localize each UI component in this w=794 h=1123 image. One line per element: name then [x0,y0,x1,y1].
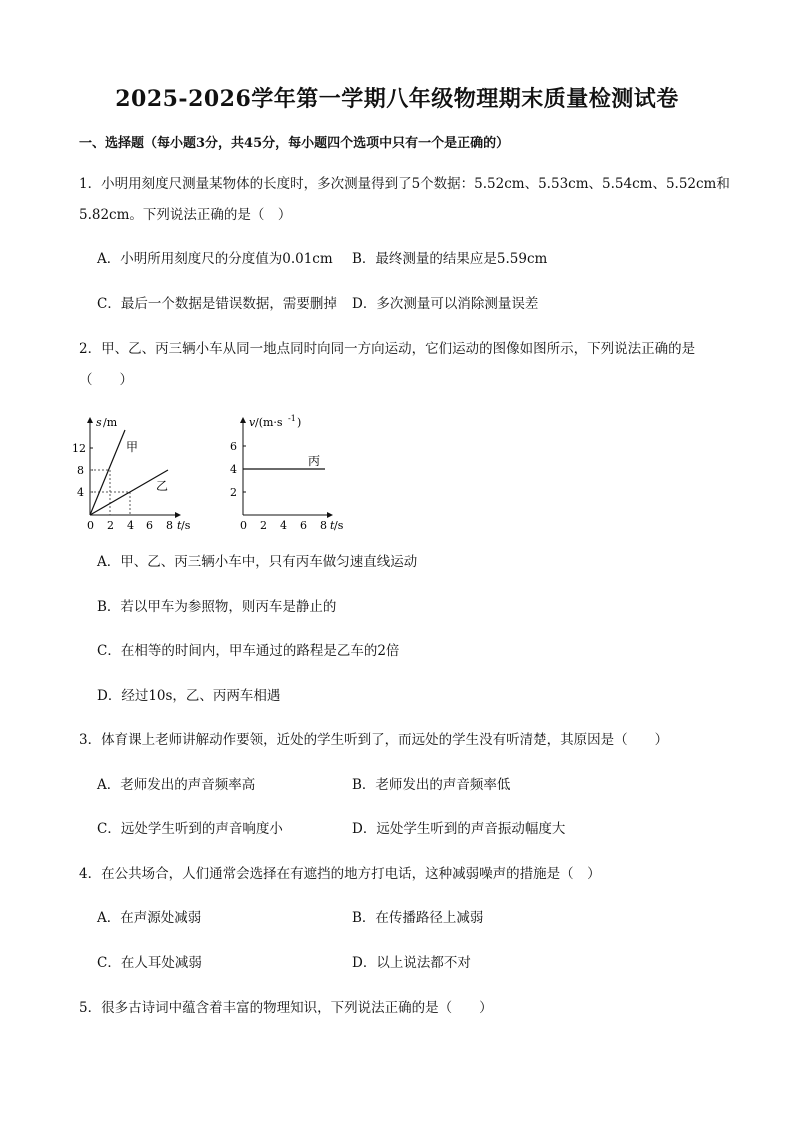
question-4-stem: 4．在公共场合，人们通常会选择在有遮挡的地方打电话，这种减弱噪声的措施是（ ） [79,866,601,882]
question-2-stem-line1: 2．甲、乙、丙三辆小车从同一地点同时向同一方向运动，它们运动的图像如图所示，下列说法正确的是 [79,341,696,357]
question-1-stem-line1: 1．小明用刻度尺测量某物体的长度时，多次测量得到了5个数据：5.52cm、5.53cm、5.54cm、5.52cm和 [79,176,730,192]
label-yi: 乙 [156,479,169,493]
st-xtick-4: 4 [127,519,134,532]
label-bing: 丙 [308,454,321,468]
question-1-option-d[interactable]: D．多次测量可以消除测量误差 [352,296,539,312]
st-ylabel-unit: /m [103,416,118,429]
vt-xtick-4: 4 [280,519,287,532]
vt-ylabel-close: ) [297,416,302,429]
st-ylabel-s: s [96,416,102,429]
question-2-option-c[interactable]: C．在相等的时间内，甲车通过的路程是乙车的2倍 [97,643,400,659]
question-4-option-b[interactable]: B．在传播路径上减弱 [352,910,484,926]
vt-xlabel-unit: /s [334,519,344,532]
question-4-option-c[interactable]: C．在人耳处减弱 [97,955,202,971]
st-graph [70,408,210,533]
vt-ylabel-unit: /(m·s [255,416,283,429]
st-xtick-6: 6 [146,519,153,532]
vt-xtick-0: 0 [240,519,247,532]
question-4-option-a[interactable]: A．在声源处减弱 [97,910,202,926]
vt-ylabel-v: v [249,416,256,429]
question-1-option-c[interactable]: C．最后一个数据是错误数据，需要删掉 [97,296,337,312]
question-2-option-d[interactable]: D．经过10s，乙、丙两车相遇 [97,688,281,704]
exam-title: 2025-2026学年第一学期八年级物理期末质量检测试卷 [115,86,679,112]
vt-ytick-6: 6 [230,440,237,453]
question-3-option-c[interactable]: C．远处学生听到的声音响度小 [97,821,283,837]
st-xlabel-t: t [177,519,182,532]
question-2-stem-line2: （ ） [79,372,133,388]
section-heading: 一、选择题（每小题3分，共45分，每小题四个选项中只有一个是正确的） [79,136,510,151]
vt-xtick-2: 2 [260,519,267,532]
question-3-stem: 3．体育课上老师讲解动作要领，近处的学生听到了，而远处的学生没有听清楚，其原因是（ ） [79,732,669,748]
st-xtick-8: 8 [166,519,173,532]
question-1-option-b[interactable]: B．最终测量的结果应是5.59cm [352,251,548,267]
vt-xtick-8: 8 [320,519,327,532]
st-xlabel-unit: /s [181,519,191,532]
line-jia [90,430,125,515]
question-2-option-b[interactable]: B．若以甲车为参照物，则丙车是静止的 [97,599,337,615]
question-5-stem: 5．很多古诗词中蕴含着丰富的物理知识，下列说法正确的是（ ） [79,1000,493,1016]
question-1-stem-line2: 5.82cm。下列说法正确的是（ ） [79,207,292,223]
question-1-option-a[interactable]: A．小明所用刻度尺的分度值为0.01cm [97,251,333,267]
vt-xlabel-t: t [330,519,335,532]
vt-ytick-4: 4 [230,463,237,476]
question-4-option-d[interactable]: D．以上说法都不对 [352,955,471,971]
st-xtick-2: 2 [107,519,114,532]
vt-graph [222,408,352,533]
vt-xtick-6: 6 [300,519,307,532]
label-jia: 甲 [126,440,139,454]
question-2-option-a[interactable]: A．甲、乙、丙三辆小车中，只有丙车做匀速直线运动 [97,554,418,570]
question-3-option-b[interactable]: B．老师发出的声音频率低 [352,777,511,793]
question-3-option-d[interactable]: D．远处学生听到的声音振动幅度大 [352,821,566,837]
st-xtick-0: 0 [87,519,94,532]
st-ytick-8: 8 [77,464,84,477]
vt-ylabel-exp: -1 [288,414,296,423]
st-ytick-4: 4 [77,486,84,499]
st-ytick-12: 12 [72,442,86,455]
vt-ytick-2: 2 [230,486,237,499]
question-3-option-a[interactable]: A．老师发出的声音频率高 [97,777,256,793]
